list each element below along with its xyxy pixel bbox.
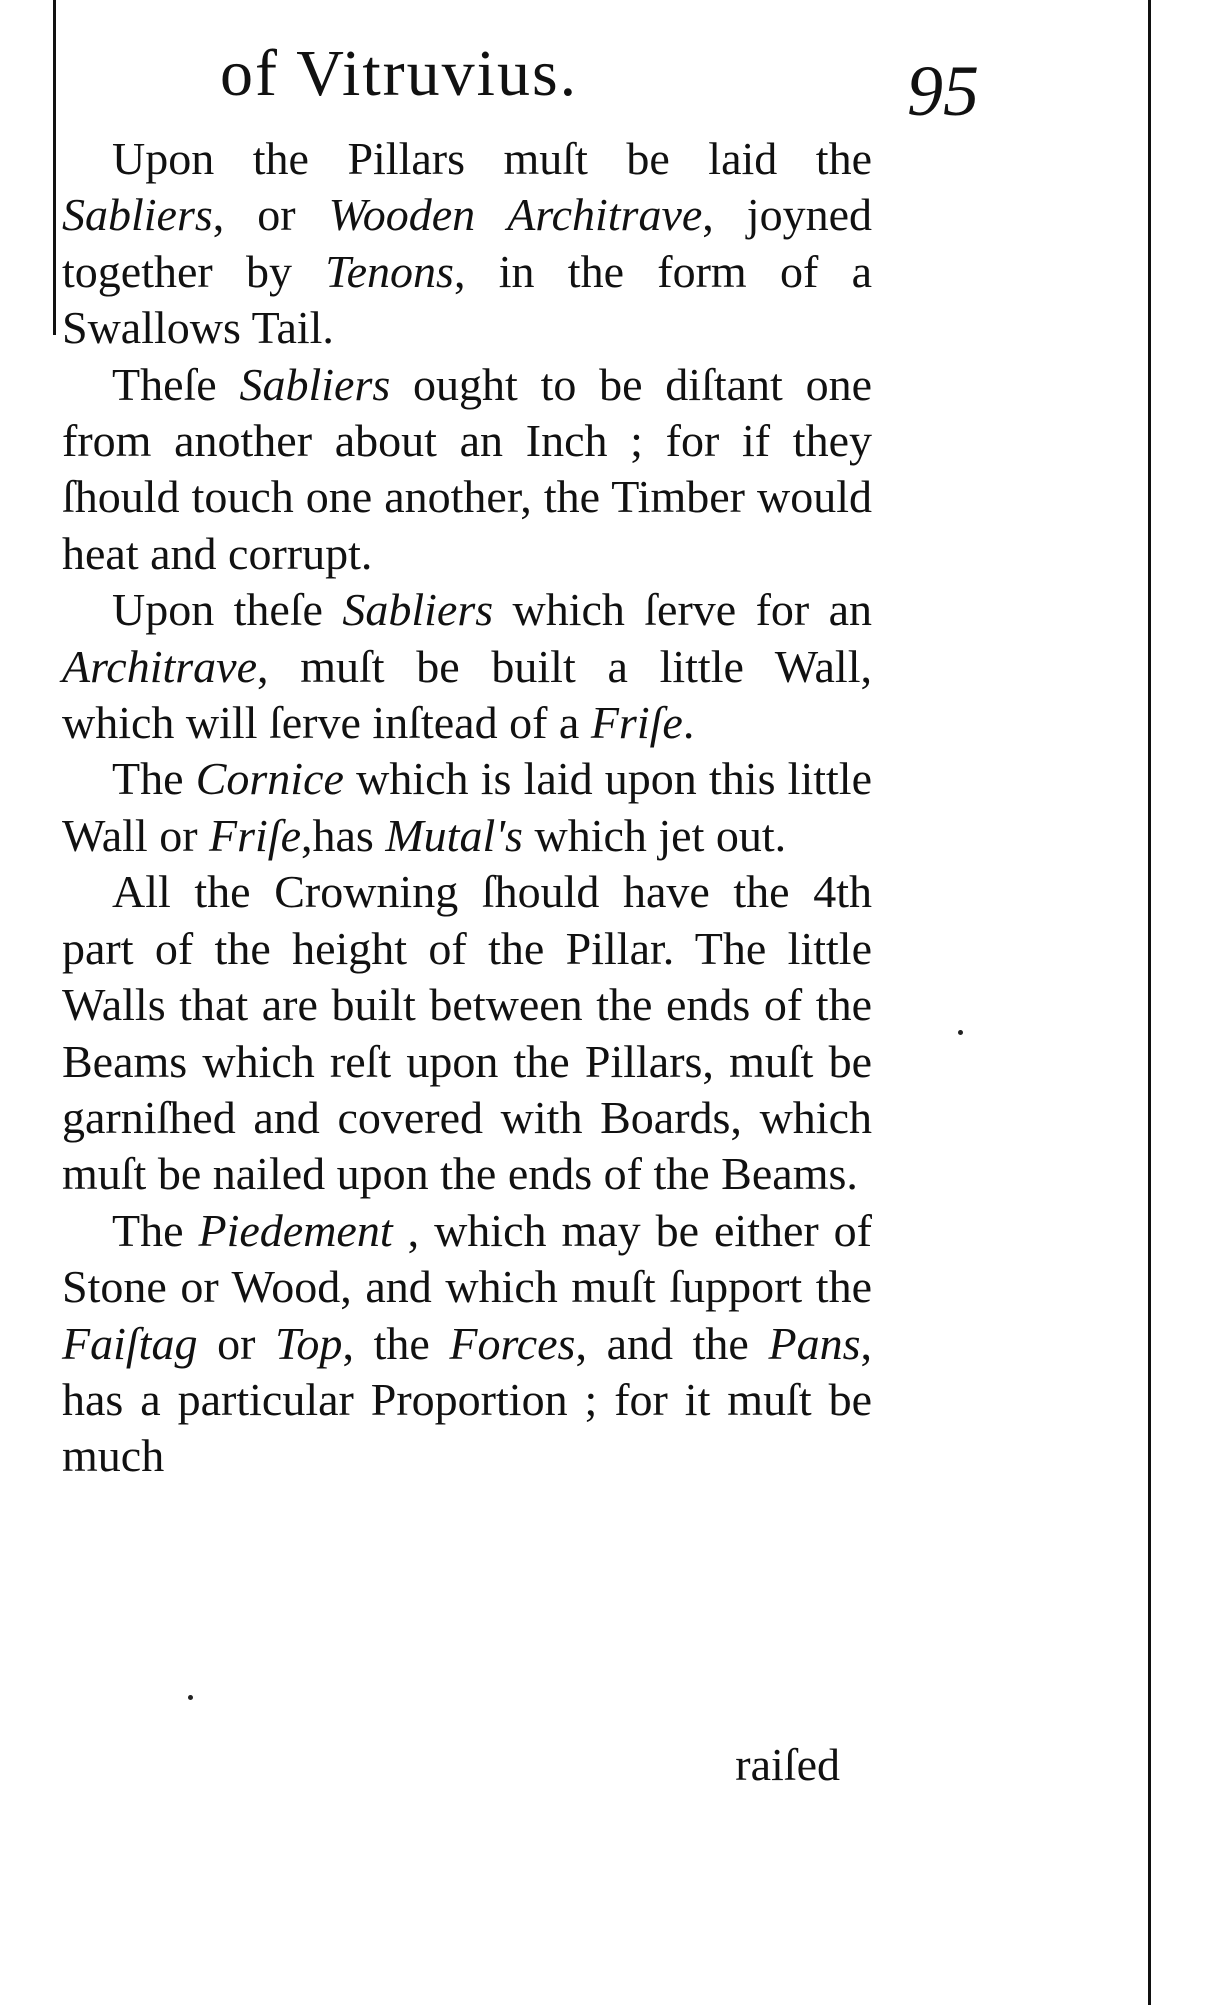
text-run: ,has: [301, 809, 386, 861]
catchword: raiſed: [735, 1739, 840, 1790]
text-run: , the: [342, 1317, 450, 1369]
text-run: , in the form of a Swallows Tail.: [62, 245, 872, 354]
text-run: The: [112, 1204, 199, 1256]
paragraph: [62, 582, 872, 751]
text-run: , muſt be built a little Wall, which will ſerve inſtead of a: [62, 640, 872, 749]
left-margin-rule: [53, 0, 56, 335]
running-title: of Vitruvius.: [220, 37, 579, 110]
paragraph: [62, 1203, 872, 1485]
italic-term: Friſe: [590, 697, 683, 749]
italic-term: Top: [275, 1317, 343, 1369]
text-run: The: [112, 753, 196, 805]
italic-term: Architrave: [62, 640, 258, 692]
text-run: ought to be diſtant one from another about an Inch ; for if they ſhould touch one another, the Timber would heat and corrupt.: [62, 358, 873, 579]
italic-term: Sabliers: [342, 584, 494, 636]
text-run: , joyned together by: [62, 189, 872, 297]
text-run: , which may be either of Stone or Wood, and which muſt ſupport the: [62, 1204, 872, 1313]
page-number: 95: [907, 51, 979, 131]
text-run: , and the: [575, 1317, 769, 1369]
ink-speck: [958, 1030, 963, 1035]
text-run: Upon theſe: [112, 584, 343, 636]
right-margin-rule: [1148, 0, 1151, 2005]
text-run: All the Crowning ſhould have the 4th part of the height of the Pillar. The little Walls that are built between the ends of the Beams which reſt upon the Pillars, muſt be garniſhed and covered with Boards, which muſt be nailed upon the ends of the Beams.: [62, 866, 872, 1200]
italic-term: Friſe: [209, 809, 302, 861]
text-run: Upon the Pillars muſt be laid the: [112, 133, 872, 184]
paragraph: [62, 131, 872, 357]
text-run: Theſe: [112, 358, 240, 410]
italic-term: Faiſtag: [62, 1317, 198, 1369]
italic-term: Sabliers: [62, 189, 213, 241]
text-run: which ſerve for an: [493, 584, 872, 636]
text-run: , has a particular Proportion ; for it muſt be much: [62, 1317, 872, 1482]
paragraph: [62, 357, 872, 583]
italic-term: Pans: [768, 1317, 861, 1369]
italic-term: Piedement: [198, 1204, 393, 1256]
paragraph: [62, 751, 872, 864]
text-run: .: [682, 697, 695, 749]
text-run: or: [197, 1317, 276, 1369]
italic-term: Wooden Architrave: [328, 189, 703, 241]
text-run: , or: [212, 189, 329, 241]
ink-speck: [188, 1695, 193, 1700]
paragraph: [62, 864, 872, 1202]
text-run: which is laid upon this little Wall or: [62, 753, 872, 861]
italic-term: Forces: [449, 1317, 576, 1369]
italic-term: Sabliers: [239, 358, 391, 410]
italic-term: Mutal's: [385, 809, 523, 861]
text-run: which jet out.: [522, 809, 787, 861]
italic-term: Tenons: [325, 245, 454, 297]
italic-term: Cornice: [195, 753, 344, 805]
body-text: [62, 131, 872, 1485]
page-header: [220, 36, 1020, 131]
